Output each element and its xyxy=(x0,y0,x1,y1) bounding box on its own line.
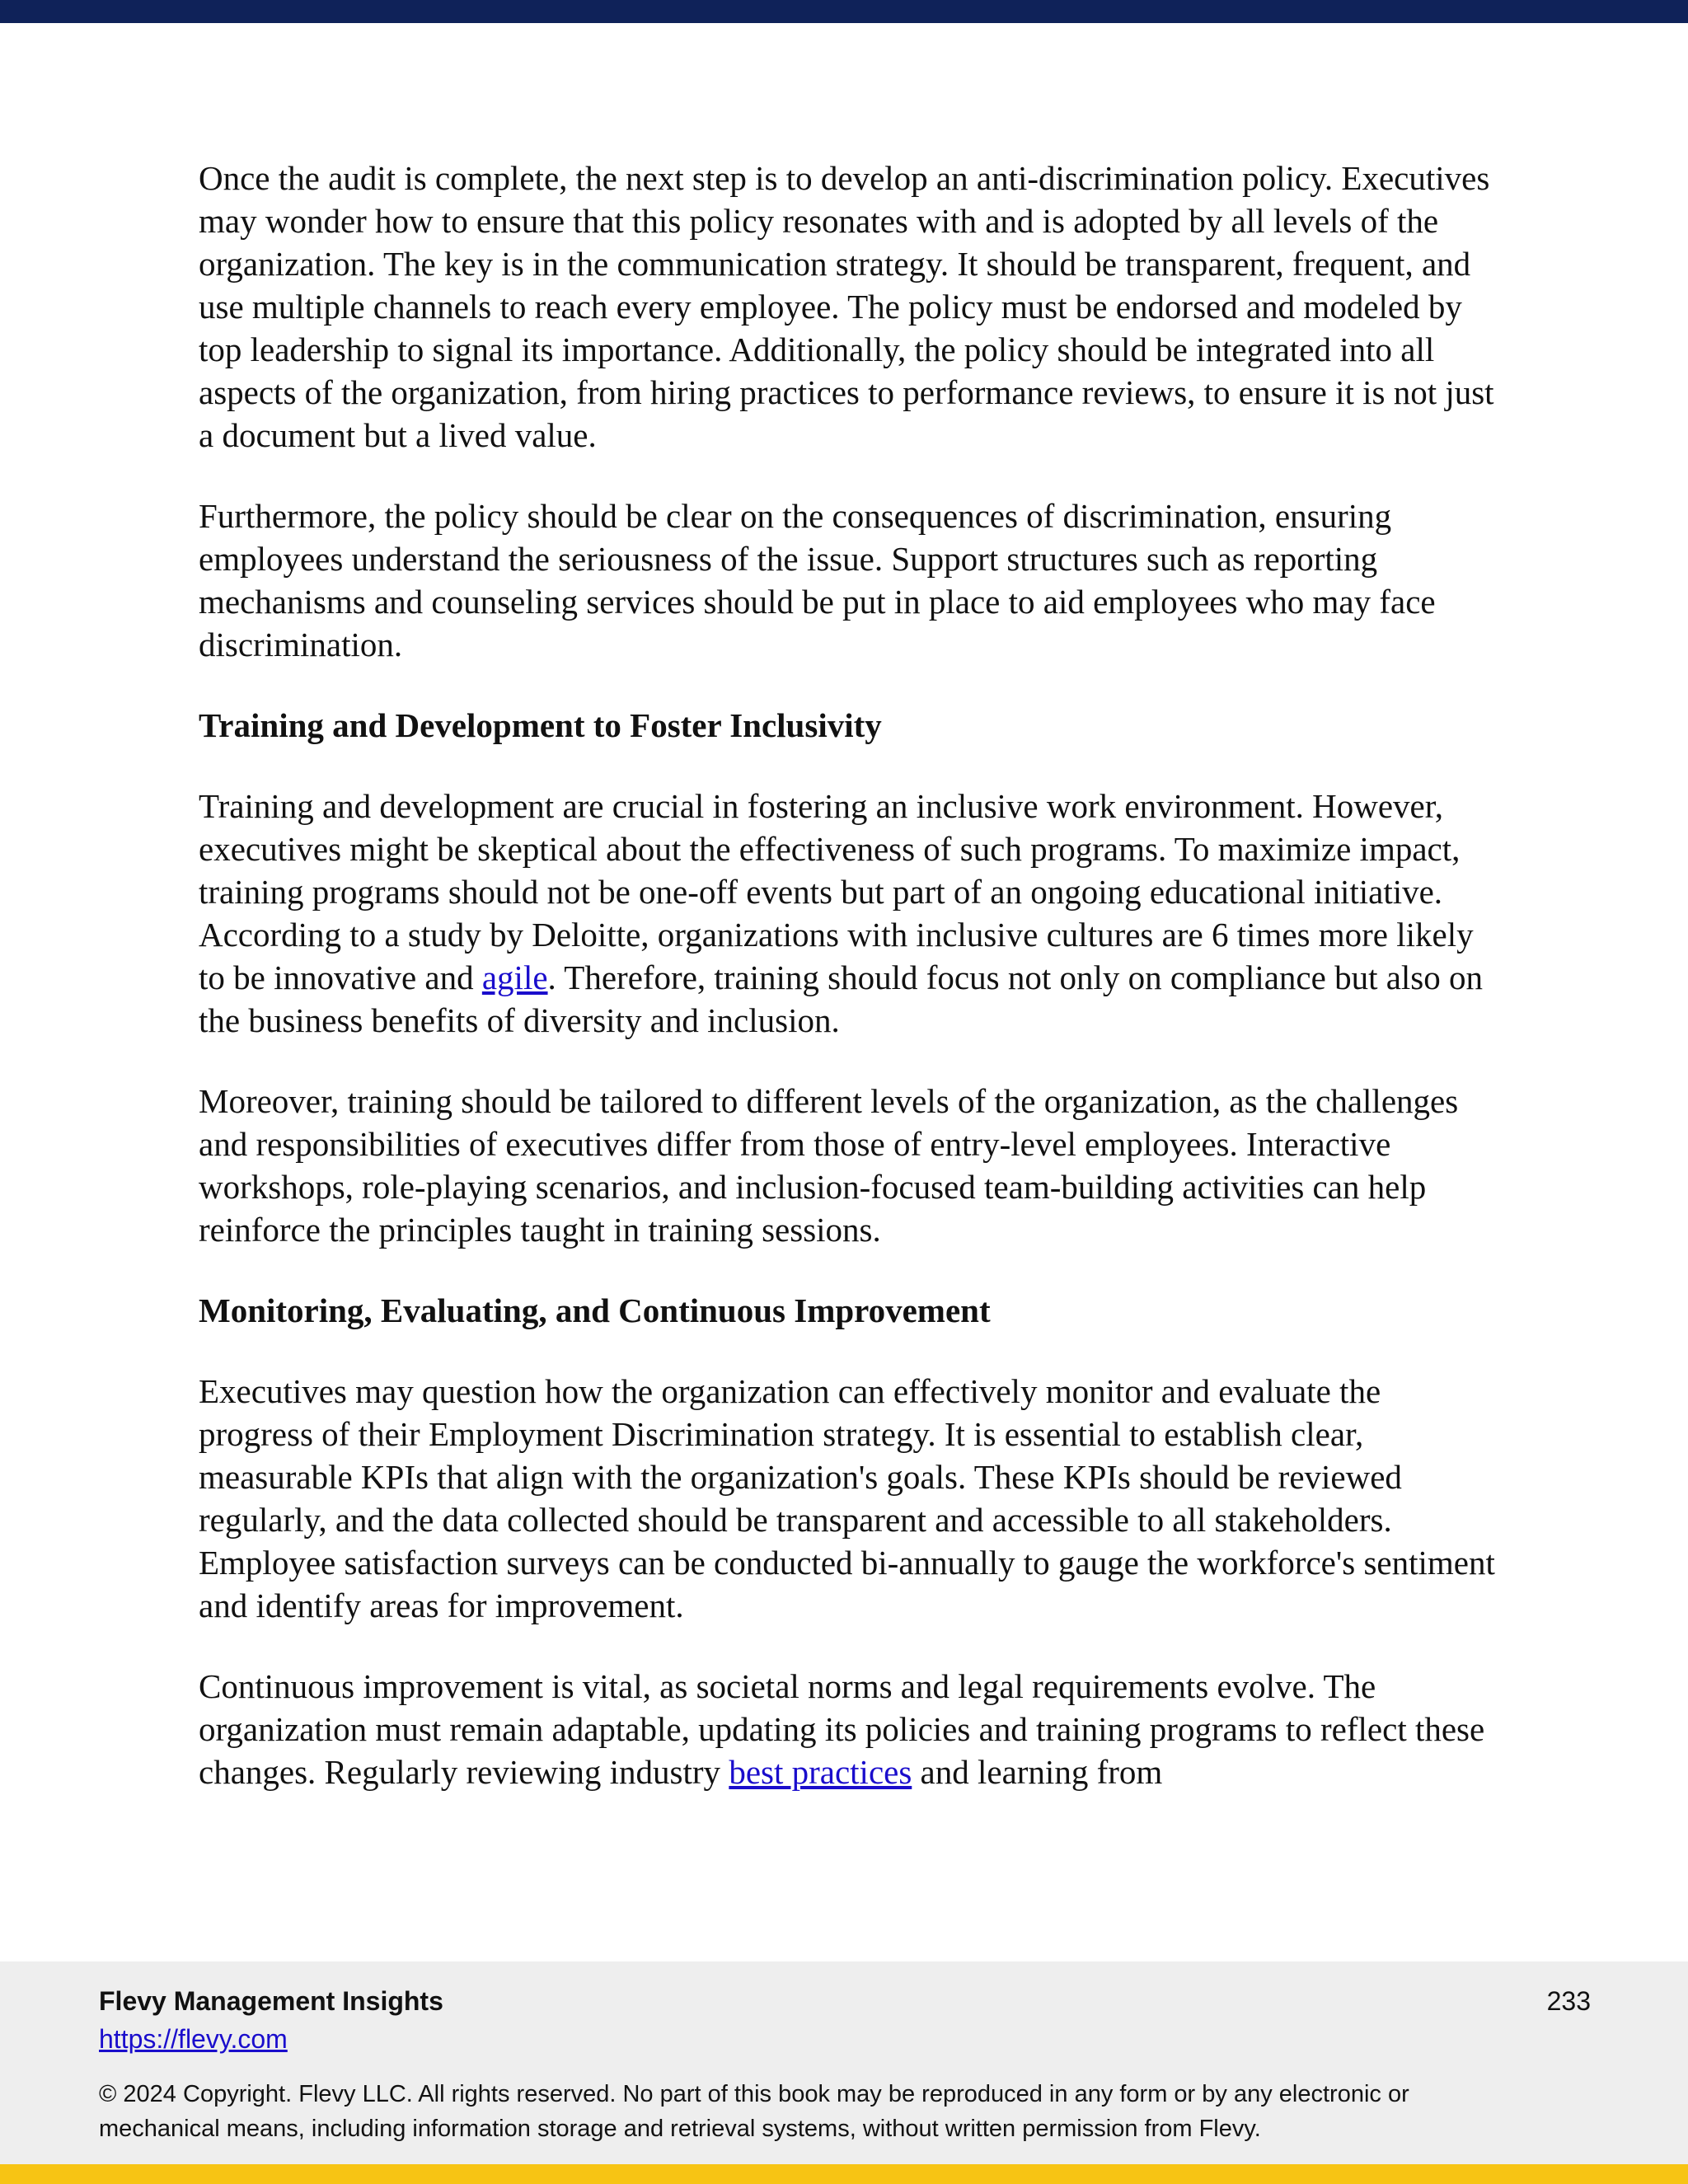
footer-title: Flevy Management Insights xyxy=(99,1986,443,2016)
page-footer xyxy=(0,1961,1688,2164)
paragraph-improvement-text-a: Continuous improvement is vital, as societal norms and legal requirements evolve. The organization must remain adaptable, updating its policies and training programs to reflect these changes. Regularly reviewing industry xyxy=(199,1667,1485,1791)
paragraph-training-text-a: Training and development are crucial in fostering an inclusive work environment. However, executives might be skeptical about the effectiveness of such programs. To maximize impact, training programs should not be one-off events but part of an ongoing educational initiative. According to a study by Deloitte, organizations with inclusive cultures are 6 times more likely to be innovative and xyxy=(199,787,1474,996)
paragraph-tailored-training: Moreover, training should be tailored to different levels of the organization, as the challenges and responsibilities of executives differ from those of entry-level employees. Interactive workshops, role-playing scenarios, and inclusion-focused team-building activities can help reinforce the principles taught in training sessions. xyxy=(199,1082,1459,1249)
heading-training: Training and Development to Foster Inclusivity xyxy=(199,706,882,744)
heading-monitoring: Monitoring, Evaluating, and Continuous Improvement xyxy=(199,1291,991,1329)
top-accent-bar xyxy=(0,0,1688,23)
footer-url-link[interactable]: https://flevy.com xyxy=(99,2024,288,2054)
bottom-accent-bar xyxy=(0,2164,1688,2184)
paragraph-training-text-b: . Therefore, training should focus not only on compliance but also on the business benefits of diversity and inclusion. xyxy=(199,958,1484,1039)
page-number: 233 xyxy=(1546,1986,1591,2016)
paragraph-monitoring: Executives may question how the organization can effectively monitor and evaluate the progress of their Employment Discrimination strategy. It is essential to establish clear, measurable KPIs that align with the organization's goals. These KPIs should be reviewed regularly, and the data collected should be transparent and accessible to all stakeholders. Employee satisfaction surveys can be conducted bi-annually to gauge the workforce's sentiment and identify areas for improvement. xyxy=(199,1372,1495,1624)
agile-link[interactable]: agile xyxy=(481,958,548,996)
copyright-notice: © 2024 Copyright. Flevy LLC. All rights reserved. No part of this book may be reproduced in any form or by any electronic or mechanical means, including information storage and retrieval systems, without written permission from Flevy. xyxy=(99,2081,1409,2142)
paragraph-continuous-improvement xyxy=(199,1665,1501,1793)
paragraph-consequences: Furthermore, the policy should be clear on the consequences of discrimination, ensuring employees understand the seriousness of the issue. Support structures such as reporting mechanisms and counseling services should be put in place to aid employees who may face discrimination. xyxy=(199,497,1436,663)
paragraph-training xyxy=(199,785,1501,1042)
paragraph-policy: Once the audit is complete, the next step is to develop an anti-discrimination policy. Executives may wonder how to ensure that this policy resonates with and is adopted by all levels of the organization. The key is in the communication strategy. It should be transparent, frequent, and use multiple channels to reach every employee. The policy must be endorsed and modeled by top leadership to signal its importance. Additionally, the policy should be integrated into all aspects of the organization, from hiring practices to performance reviews, to ensure it is not just a document but a lived value. xyxy=(199,159,1494,454)
paragraph-improvement-text-b: and learning from xyxy=(912,1753,1163,1791)
best-practices-link[interactable]: best practices xyxy=(729,1753,912,1791)
document-body xyxy=(199,157,1501,1831)
